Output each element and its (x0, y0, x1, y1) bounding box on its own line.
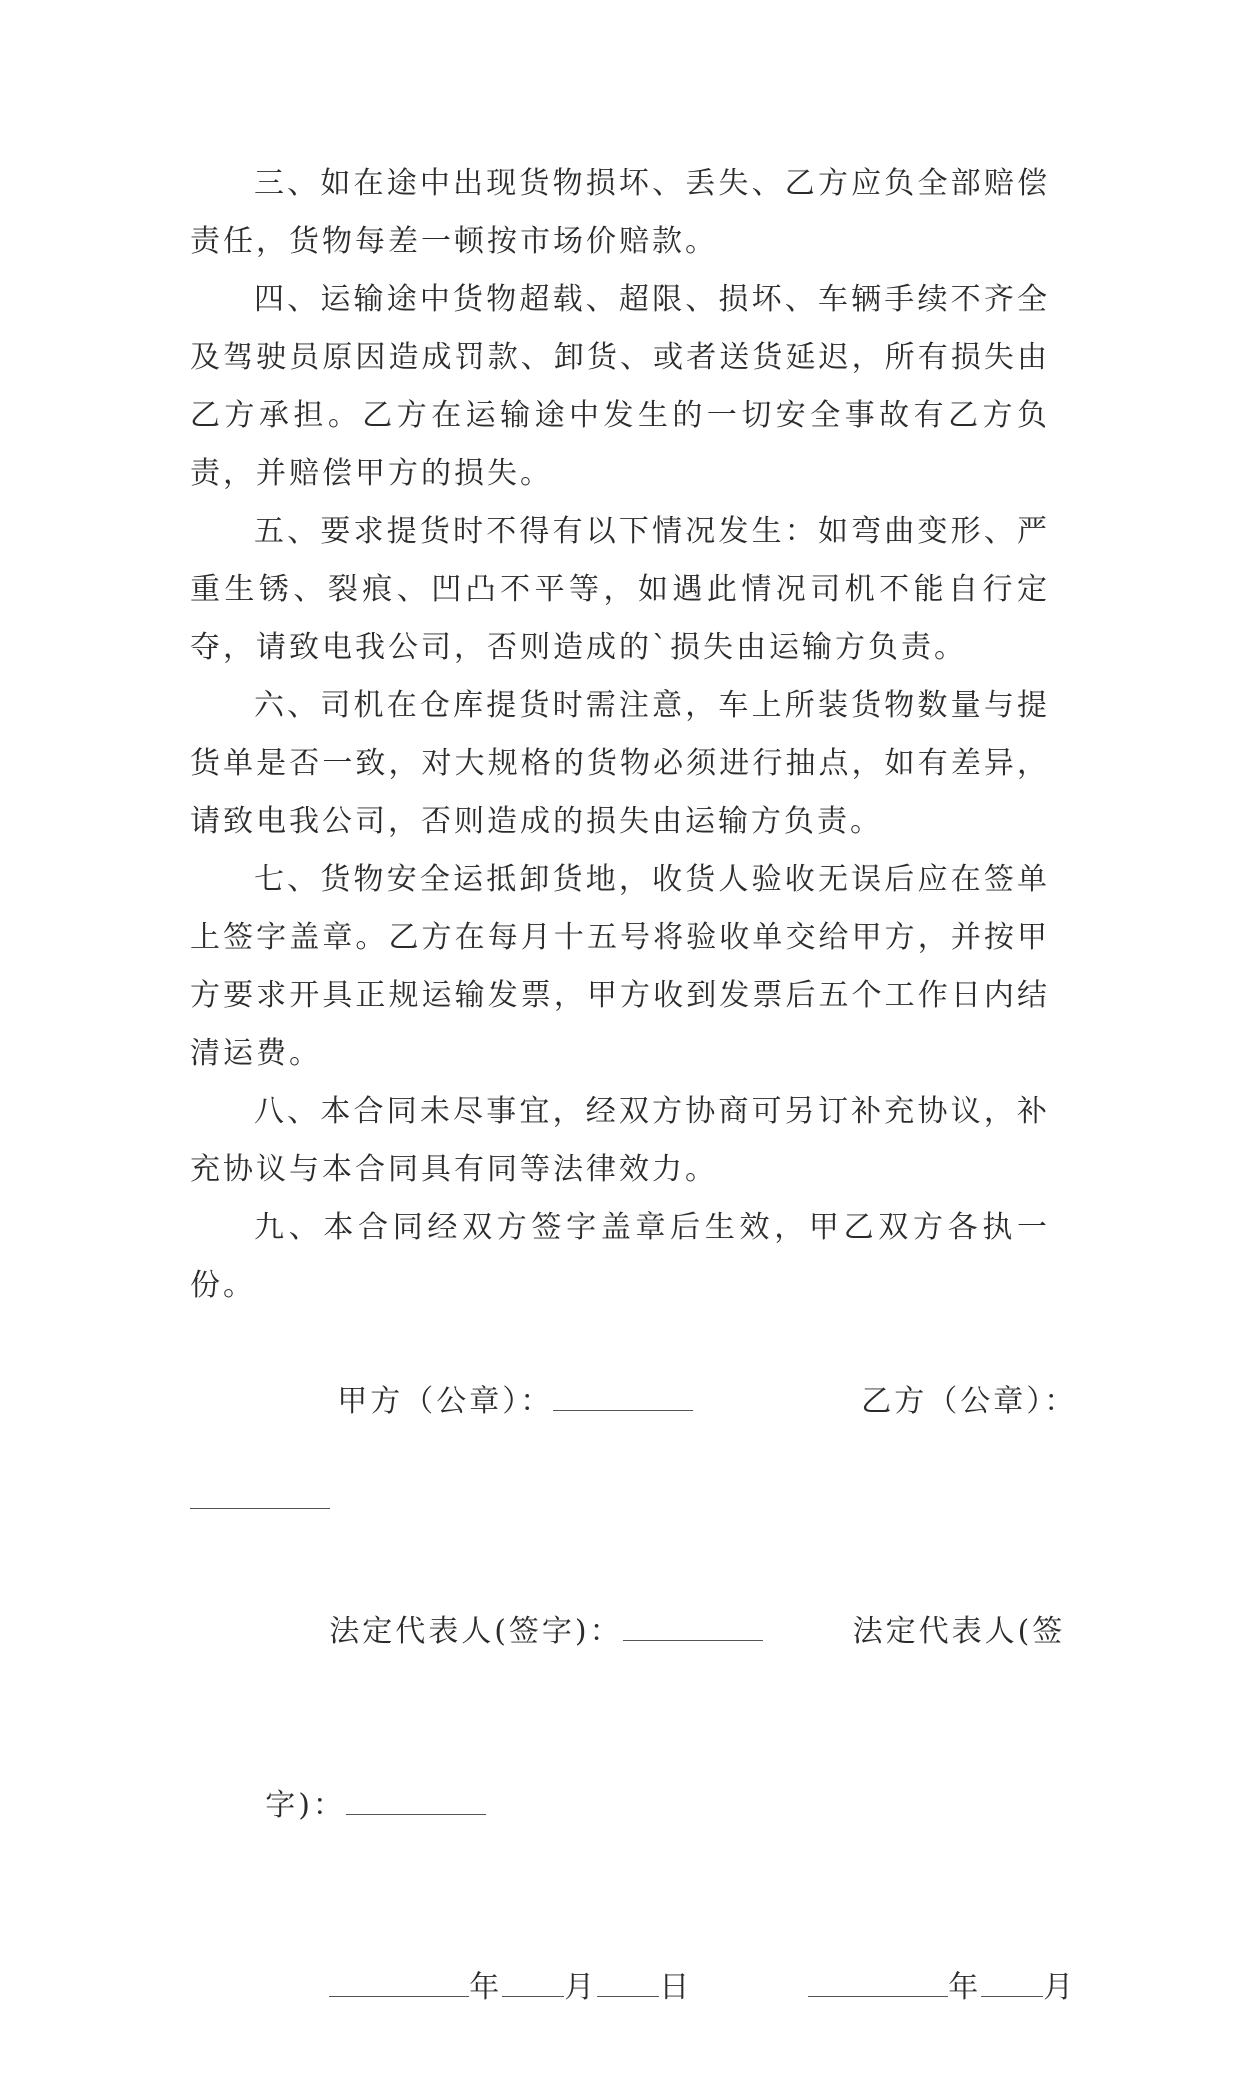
contract-body (190, 155, 1078, 2075)
date-b-month: 月 (1043, 1970, 1077, 2005)
clause-7: 七、货物安全运抵卸货地，收货人验收无误后应在签单上签字盖章。乙方在每月十五号将验收单交给甲方，并按甲方要求开具正规运输发票，甲方收到发票后五个工作日内结清运费。 (190, 862, 1050, 1071)
rep-b-label-part2: 字)： (265, 1788, 346, 1823)
date-b-year: 年 (948, 1970, 982, 2005)
rep-b-signature-blank (346, 1790, 486, 1815)
rep-b-label-part1: 法定代表人(签 (852, 1614, 1066, 1649)
representative-line (190, 1545, 1066, 1719)
date-b-year-blank (808, 1972, 948, 1997)
party-a-seal-label: 甲方（公章）： (337, 1384, 554, 1419)
date-a-month-blank (502, 1972, 564, 1997)
date-a-day-blank (597, 1972, 659, 1997)
rep-a-signature-blank (623, 1616, 763, 1641)
clause-8: 八、本合同未尽事宜，经双方协商可另订补充协议，补充协议与本合同具有同等法律效力。 (190, 1094, 1050, 1187)
date-a-day: 日 (659, 1970, 693, 2005)
clause-3: 三、如在途中出现货物损坏、丢失、乙方应负全部赔偿责任，货物每差一顿按市场价赔款。 (190, 166, 1050, 259)
representative-line-cont (190, 1719, 1050, 1893)
date-a-year-blank (329, 1972, 469, 1997)
clause-6: 六、司机在仓库提货时需注意，车上所装货物数量与提货单是否一致，对大规格的货物必须进行抽点，如有差异，请致电我公司，否则造成的损失由运输方负责。 (190, 688, 1050, 839)
party-a-seal-blank (553, 1386, 693, 1411)
rep-a-label: 法定代表人(签字)： (329, 1614, 623, 1649)
party-seal-line (190, 1315, 1078, 1489)
clause-4: 四、运输途中货物超载、超限、损坏、车辆手续不齐全及驾驶员原因造成罚款、卸货、或者送货延迟，所有损失由乙方承担。乙方在运输途中发生的一切安全事故有乙方负责，并赔偿甲方的损失。 (190, 282, 1050, 491)
date-line (190, 1901, 1077, 2075)
date-a-year: 年 (469, 1970, 503, 2005)
date-b-month-blank (981, 1972, 1043, 1997)
party-b-seal-label: 乙方（公章）： (861, 1384, 1078, 1419)
date-a-month: 月 (564, 1970, 598, 2005)
clause-5: 五、要求提货时不得有以下情况发生：如弯曲变形、严重生锈、裂痕、凹凸不平等，如遇此情况司机不能自行定夺，请致电我公司，否则造成的`损失由运输方负责。 (190, 514, 1050, 665)
clause-9: 九、本合同经双方签字盖章后生效，甲乙双方各执一份。 (190, 1210, 1050, 1303)
